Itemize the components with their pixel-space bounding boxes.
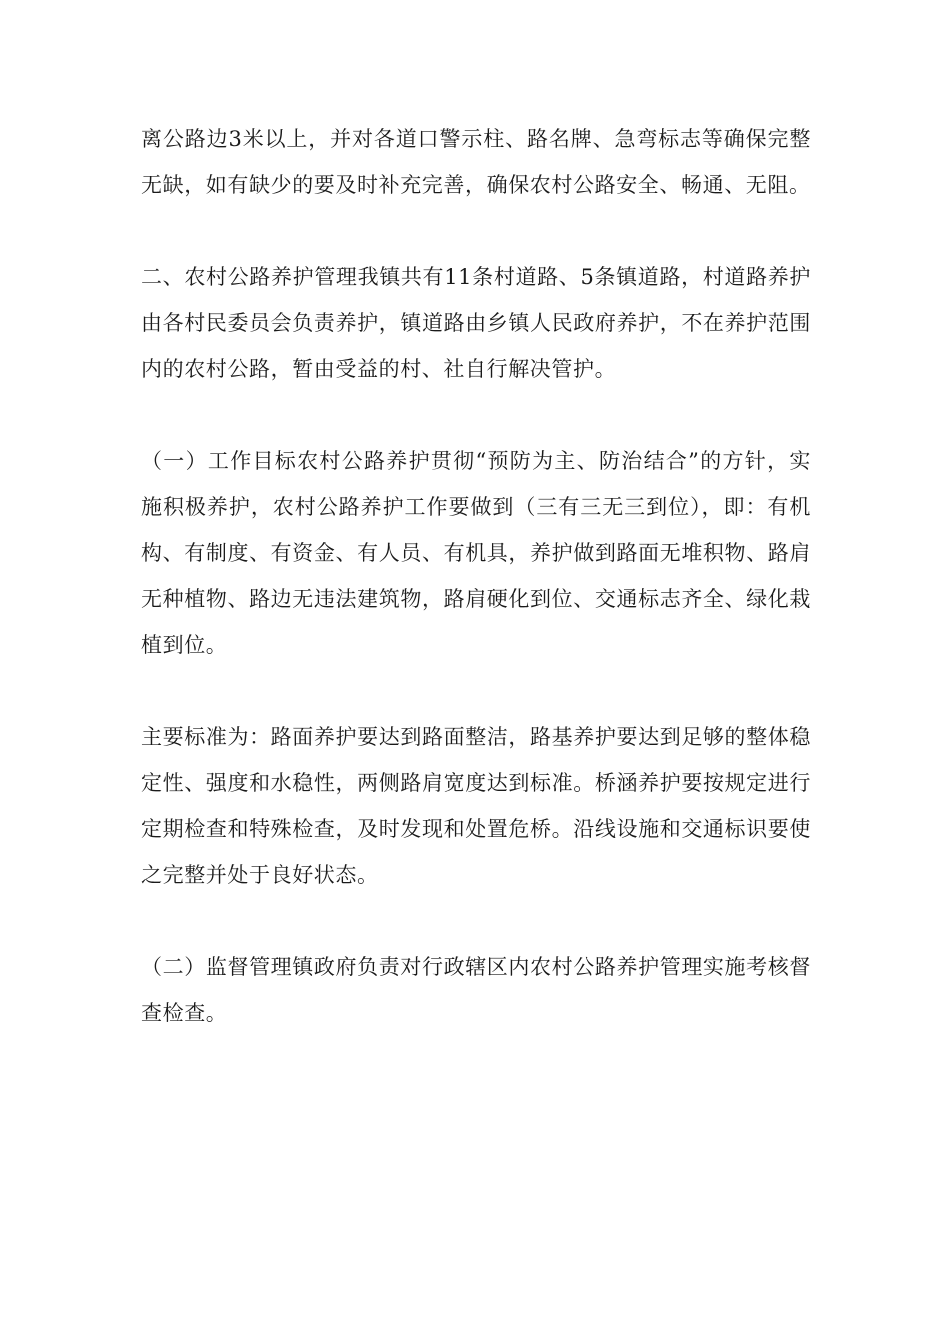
paragraph-1: 离公路边3米以上，并对各道口警示柱、路名牌、急弯标志等确保完整无缺，如有缺少的要及时补充完善，确保农村公路安全、畅通、无阻。 <box>141 127 811 197</box>
document-body <box>141 116 811 1082</box>
paragraph-5: （二）监督管理镇政府负责对行政辖区内农村公路养护管理实施考核督查检查。 <box>141 955 811 1025</box>
paragraph-4: 主要标准为：路面养护要达到路面整洁，路基养护要达到足够的整体稳定性、强度和水稳性，两侧路肩宽度达到标准。桥涵养护要按规定进行定期检查和特殊检查，及时发现和处置危桥。沿线设施和交通标识要使之完整并处于良好状态。 <box>141 725 811 887</box>
paragraph-3: （一）工作目标农村公路养护贯彻“预防为主、防治结合”的方针，实施积极养护，农村公路养护工作要做到（三有三无三到位），即：有机构、有制度、有资金、有人员、有机具，养护做到路面无堆积物、路肩无种植物、路边无违法建筑物，路肩硬化到位、交通标志齐全、绿化栽植到位。 <box>141 449 811 657</box>
paragraph-2: 二、农村公路养护管理我镇共有11条村道路、5条镇道路，村道路养护由各村民委员会负责养护，镇道路由乡镇人民政府养护，不在养护范围内的农村公路，暂由受益的村、社自行解决管护。 <box>141 265 811 381</box>
